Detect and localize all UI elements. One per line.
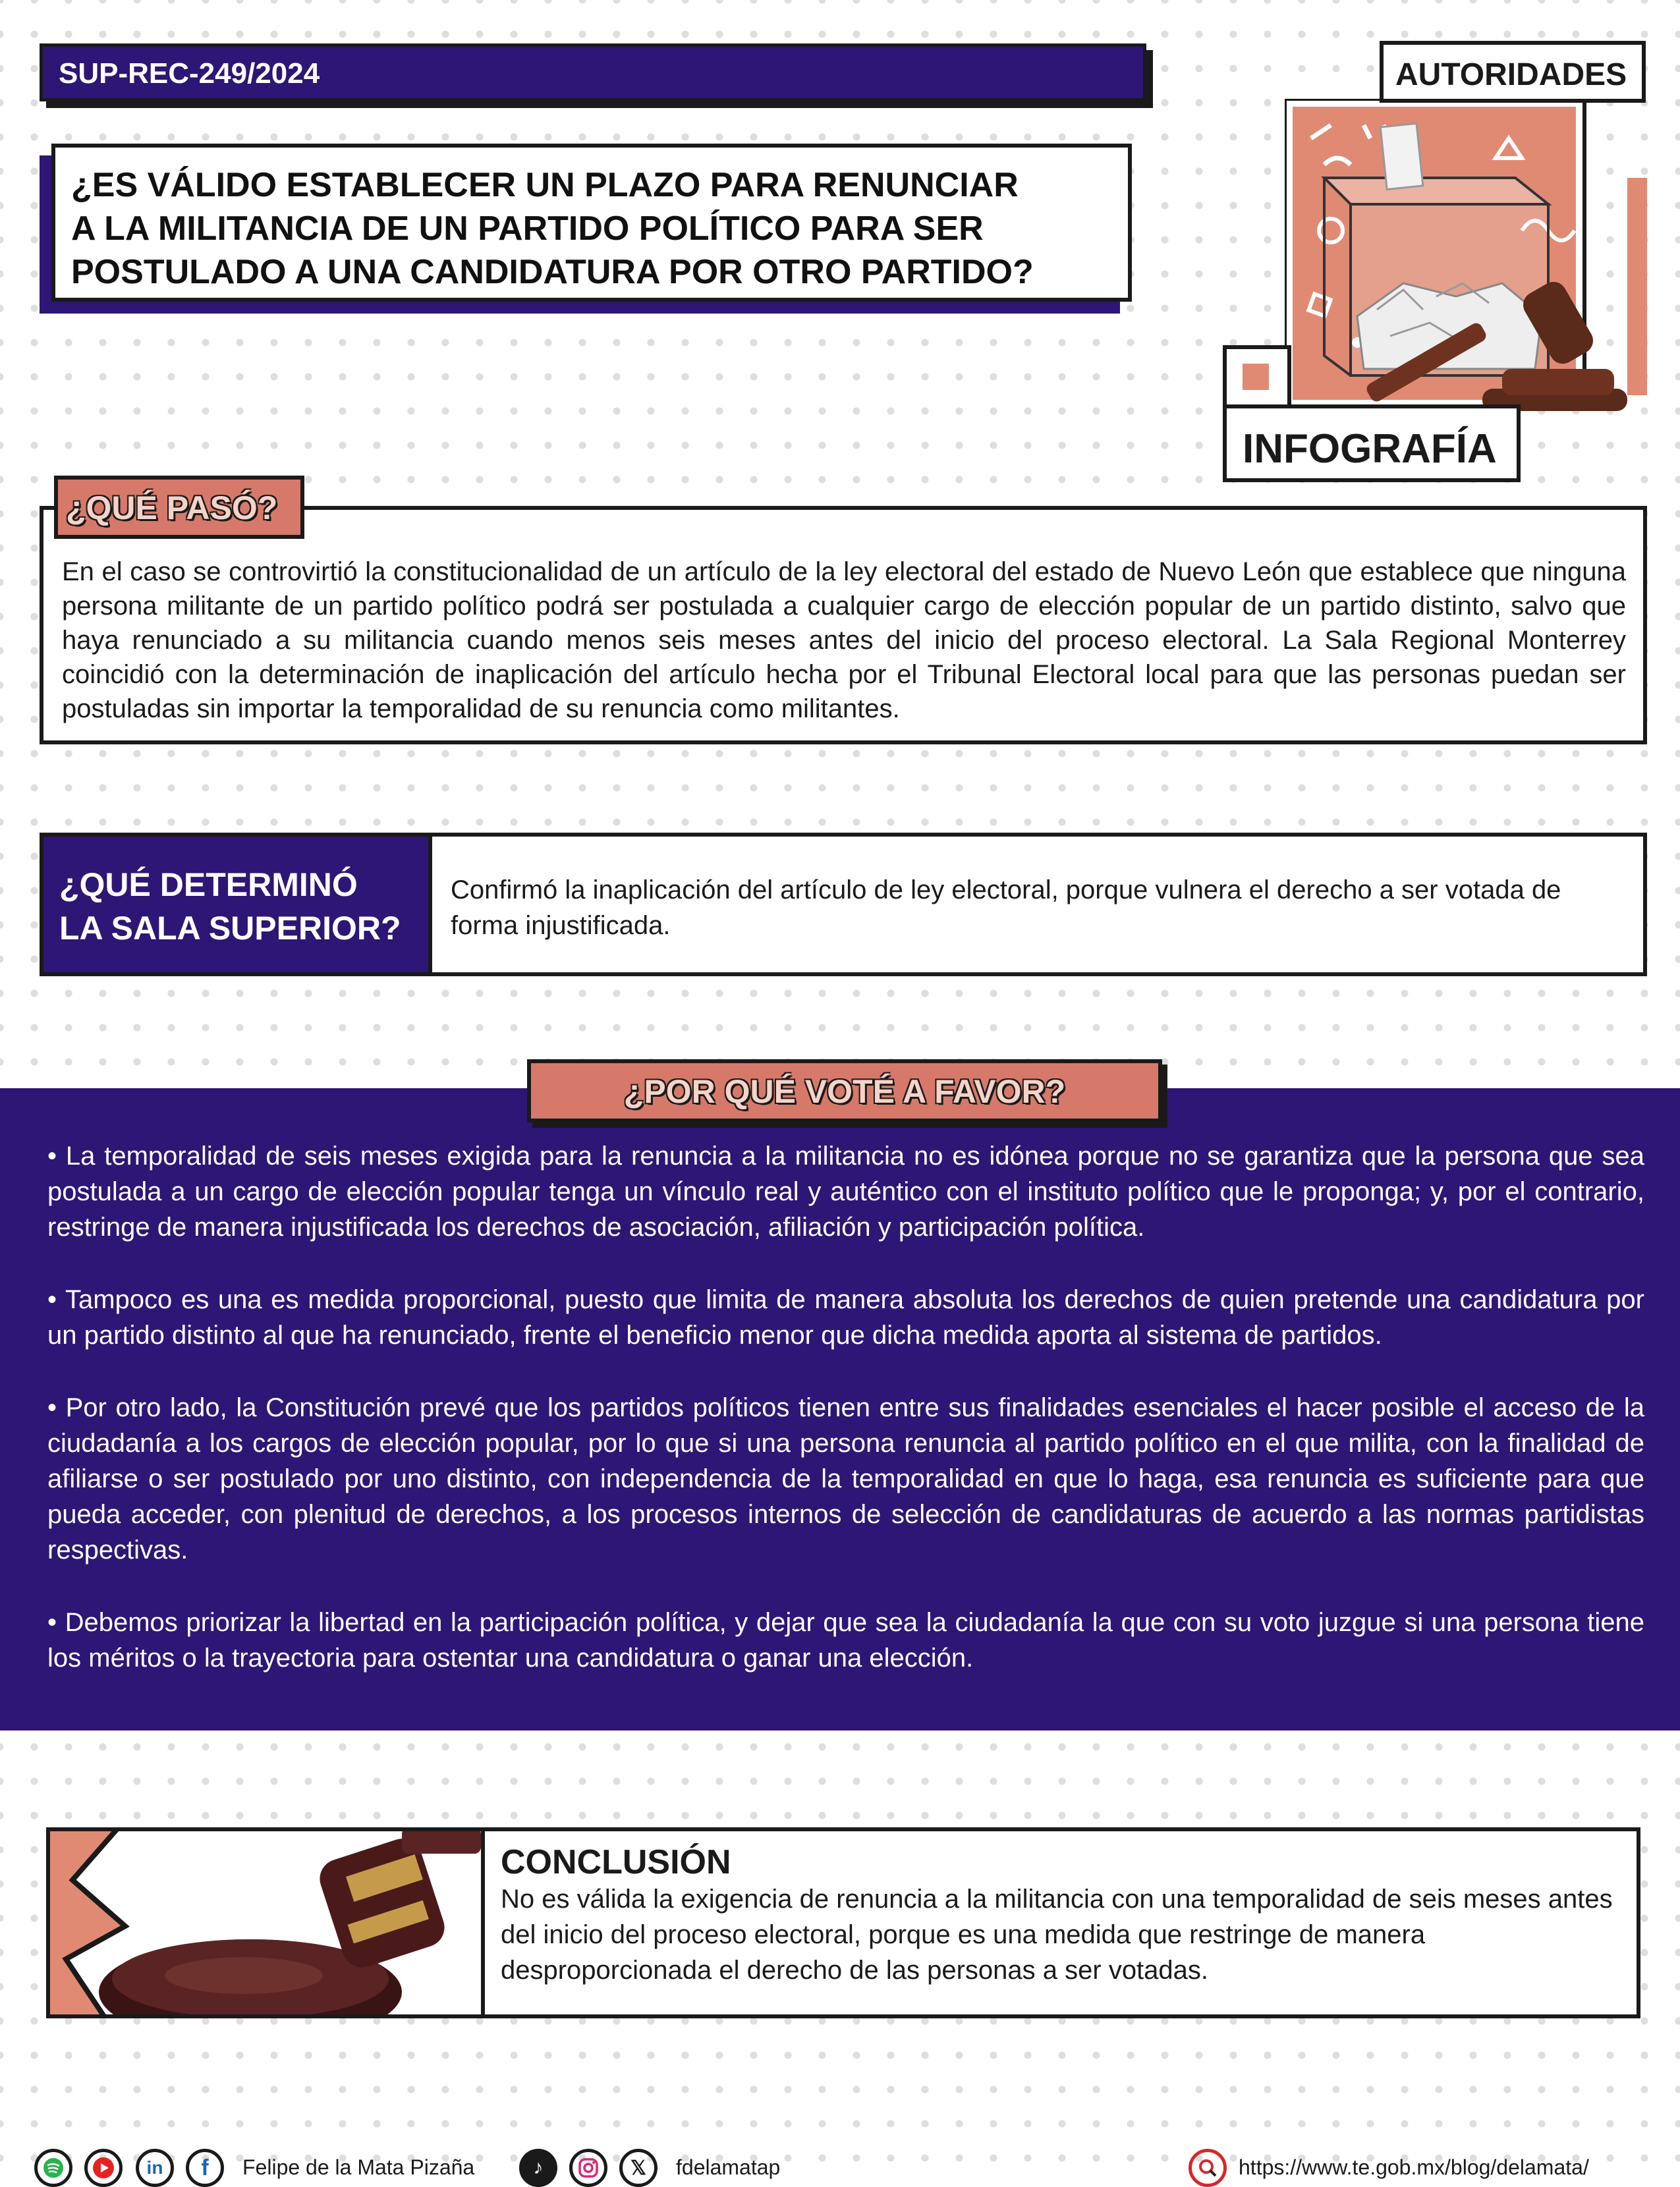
facebook-icon[interactable]: f [186,2149,224,2187]
question-line: A LA MILITANCIA DE UN PARTIDO POLÍTICO PARA SER [71,209,984,248]
blog-url[interactable]: https://www.te.gob.mx/blog/delamata/ [1239,2155,1589,2179]
gavel-illustration [46,1827,481,2018]
conclusion-heading: CONCLUSIÓN [501,1843,731,1881]
what-happened-heading: ¿QUÉ PASÓ? [54,476,304,539]
instagram-icon[interactable] [569,2149,607,2187]
spotify-icon[interactable] [34,2149,72,2187]
salmon-square-icon [1243,364,1269,390]
decision-heading [40,833,432,976]
tiktok-icon[interactable]: ♪ [519,2149,557,2187]
why-point: • La temporalidad de seis meses exigida para la renuncia a la militancia no es idónea porque no se garantiza que la persona que sea postulada a un cargo de elección popular tenga un vínculo real y auténtico con el instituto político que le proponga; y, por el contrario, restringe de manera injustificada los derechos de asociación, afiliación y participación política. [47,1142,1644,1242]
question-box [51,144,1132,302]
x-icon[interactable]: 𝕏 [619,2149,658,2187]
question-line: ¿ES VÁLIDO ESTABLECER UN PLAZO PARA RENUNCIAR [71,166,1019,204]
autoridades-badge: AUTORIDADES [1380,41,1646,103]
why-heading: ¿POR QUÉ VOTÉ A FAVOR? [527,1059,1162,1122]
linkedin-icon[interactable]: in [136,2149,174,2187]
social-handle: fdelamatap [676,2155,781,2179]
infografia-badge: INFOGRAFÍA [1223,404,1521,482]
conclusion-box [481,1827,1640,2018]
why-point: • Por otro lado, la Constitución prevé que los partidos políticos tienen entre sus finalidades esenciales el hacer posible el acceso de la ciudadanía a los cargos de elección popular, por lo que si una persona renuncia al partido político en el que milita, con la finalidad de afiliarse o ser postulado por uno distinto, con independencia de la temporalidad en que lo haga, esa renuncia es suficiente para que pueda acceder, con plenitud de derechos, a los procesos internos de selección de candidaturas de acuerdo a las normas partidistas respectivas. [47,1393,1644,1564]
decision-heading-line: ¿QUÉ DETERMINÓ [59,866,358,903]
decorative-square [1223,345,1291,408]
youtube-icon[interactable] [84,2149,123,2187]
why-section [0,1088,1680,1730]
what-happened-text: En el caso se controvirtió la constitucionalidad de un artículo de la ley electoral del estado de Nuevo León que establece que ninguna persona militante de un partido político podrá ser postulada a cualquier cargo de elección popular de un partido distinto, salvo que haya renunciado a su militancia cuando menos seis meses antes del inicio del proceso electoral. La Sala Regional Monterrey coincidió con la determinación de inaplicación del artículo hecha por el Tribunal Electoral local para que las personas puedan ser postuladas sin importar la temporalidad de su renuncia como militantes. [40,506,1647,744]
author-name: Felipe de la Mata Pizaña [242,2155,475,2179]
case-number: SUP-REC-249/2024 [40,43,1146,101]
why-point: • Debemos priorizar la libertad en la participación política, y dejar que sea la ciudadanía la que con su voto juzgue si una persona tiene los méritos o la trayectoria para ostentar una candidatura o ganar una elección. [47,1608,1644,1673]
why-point: • Tampoco es una es medida proporcional, puesto que limita de manera absoluta los derechos de quien pretende una candidatura por un partido distinto al que ha renunciado, frente el beneficio menor que dicha medida aporta al sistema de partidos. [47,1285,1644,1350]
question-line: POSTULADO A UNA CANDIDATURA POR OTRO PARTIDO? [71,253,1034,291]
decision-heading-line: LA SALA SUPERIOR? [59,910,401,947]
search-icon[interactable] [1189,2149,1227,2187]
ballot-box-illustration [1285,99,1647,415]
conclusion-text: No es válida la exigencia de renuncia a la militancia con una temporalidad de seis meses antes del inicio del proceso electoral, porque es una medida que restringe de manera desproporcionada el derecho de las personas a ser votadas. [501,1885,1613,1985]
decision-text: Confirmó la inaplicación del artículo de ley electoral, porque vulnera el derecho a ser votada de forma injustificada. [428,833,1647,976]
